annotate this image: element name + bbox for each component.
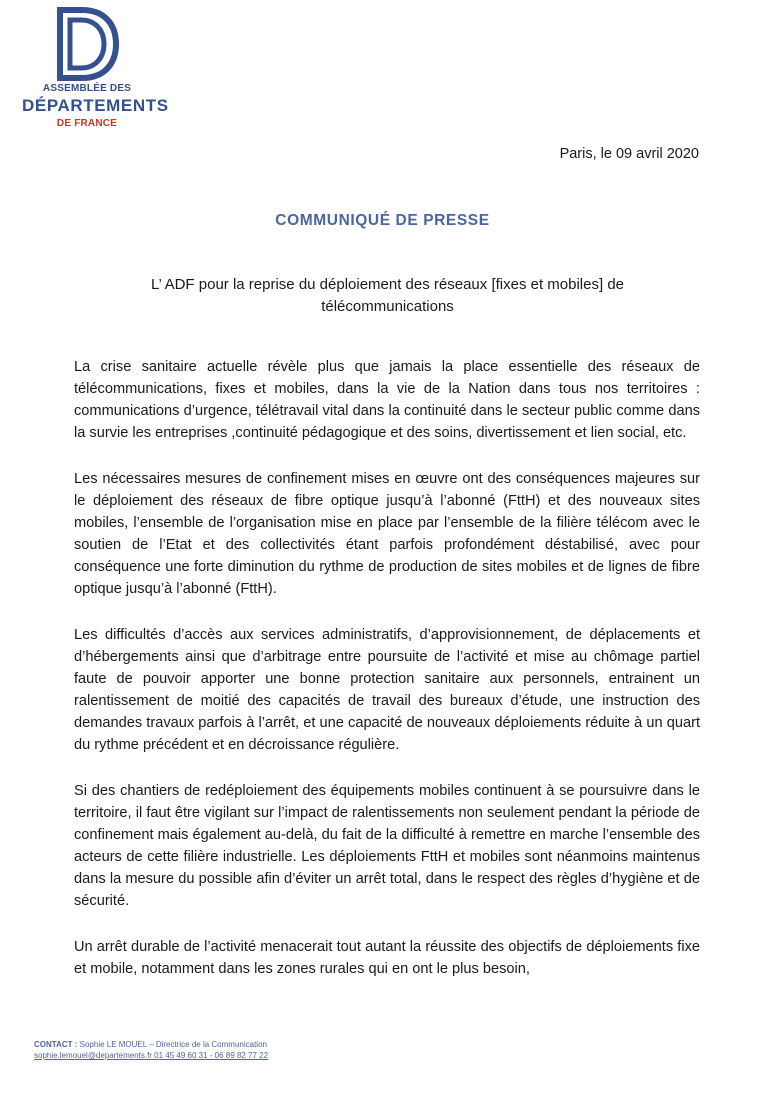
- headline-line2: télécommunications: [321, 298, 454, 315]
- press-release-headline: [80, 274, 695, 318]
- adf-logo: [22, 6, 169, 134]
- contact-line: [34, 1039, 268, 1050]
- contact-details-link[interactable]: sophie.lemouel@departements.fr 01 45 49 60 31 - 06 89 82 77 22: [34, 1051, 269, 1060]
- logo-text-line3: DE FRANCE: [56, 118, 118, 129]
- press-release-body: [74, 356, 700, 1004]
- body-paragraph: Les nécessaires mesures de confinement mises en œuvre ont des conséquences majeures sur le déploiement des réseaux de fibre optique jusqu’à l’abonné (FttH) et des nouveaux sites mobiles, l’ensemble de l’organisation mise en place par l’ensemble de la filière télécom avec le soutien de l’Etat et des collectivités étant parfois profondément déstabilisé, avec pour conséquence une forte diminution du rythme de production de sites mobiles et de lignes de fibre optique jusqu’à l’abonné (FttH).: [74, 471, 700, 597]
- body-paragraph: Si des chantiers de redéploiement des équipements mobiles continuent à se poursuivre dans le territoire, il faut être vigilant sur l’impact de ralentissements non seulement pendant la période de confinement mais également au-delà, du fait de la difficulté à remettre en marche l’ensemble des acteurs de cette filière industrielle. Les déploiements FttH et mobiles sont néanmoins maintenus dans la mesure du possible afin d’éviter un arrêt total, dans le respect des règles d’hygiène et de sécurité.: [74, 783, 700, 909]
- body-paragraph: Un arrêt durable de l’activité menacerait tout autant la réussite des objectifs de déploiements fixe et mobile, notamment dans les zones rurales qui en ont le plus besoin,: [74, 939, 700, 977]
- headline-line1: L’ ADF pour la reprise du déploiement des réseaux [fixes et mobiles] de: [150, 276, 625, 293]
- body-paragraph: La crise sanitaire actuelle révèle plus que jamais la place essentielle des réseaux de télécommunications, fixes et mobiles, dans la vie de la Nation dans tous nos territoires : communications d’urgence, télétravail vital dans la continuité dans le secteur public comme dans la survie les entreprises ,continuité pédagogique et des soins, divertissement et lien social, etc.: [74, 359, 700, 441]
- document-date: Paris, le 09 avril 2020: [559, 146, 699, 162]
- body-paragraph: Les difficultés d’accès aux services administratifs, d’approvisionnement, de déplacements et d’hébergements ainsi que d’arbitrage entre poursuite de l’activité et mise au chômage partiel faute de pouvoir apporter une bonne protection sanitaire aux personnels, entrainent un ralentissement de moitié des capacités de travail des bureaux d’étude, une instruction des demandes travaux parfois à l’arrêt, et une capacité de nouveaux déploiements réduite à un quart du rythme précédent et en décroissance régulière.: [74, 627, 700, 753]
- document-type-heading: COMMUNIQUÉ DE PRESSE: [275, 212, 490, 229]
- adf-d-logo-icon: [54, 6, 120, 82]
- contact-name: Sophie LE MOUEL – Directrice de la Communication: [77, 1040, 267, 1049]
- contact-label: CONTACT :: [34, 1040, 78, 1049]
- logo-text-line2: DÉPARTEMENTS: [22, 96, 169, 115]
- contact-footer: [34, 1039, 268, 1061]
- logo-text-line1: ASSEMBLÉE DES: [42, 83, 132, 94]
